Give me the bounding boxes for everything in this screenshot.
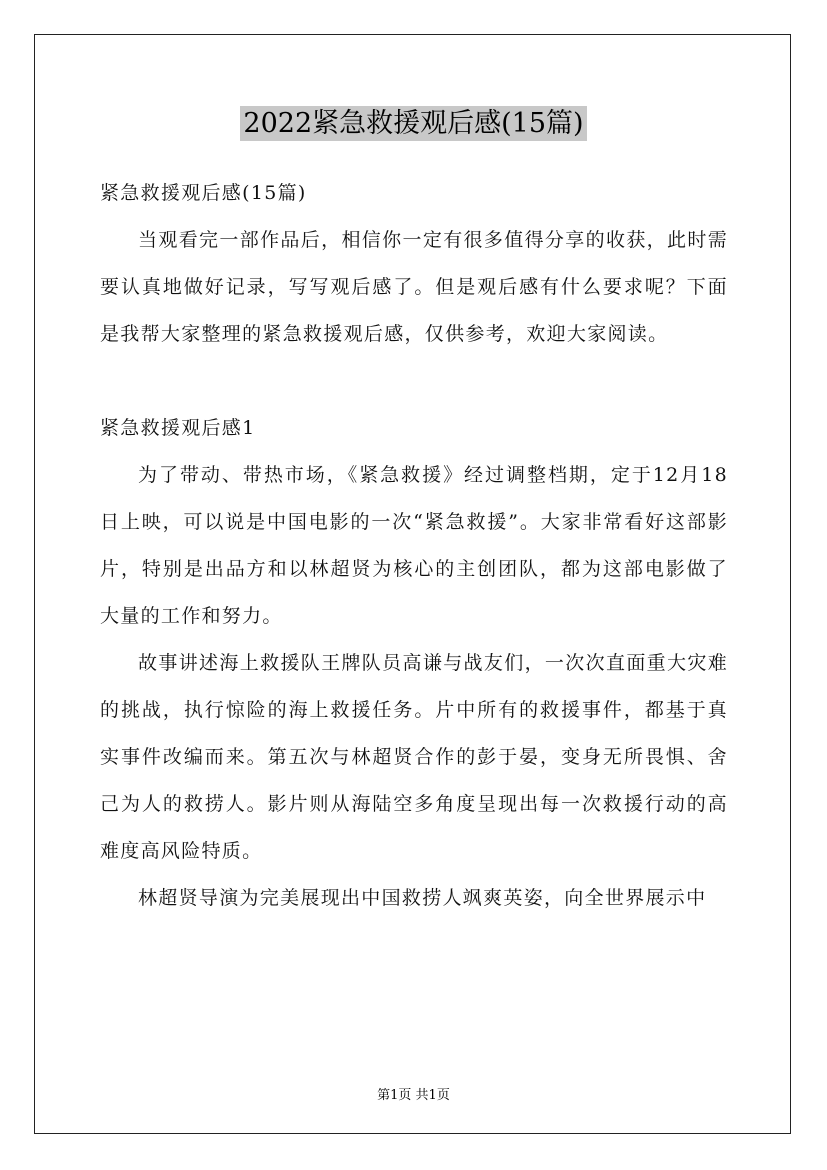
paragraph-gap <box>100 358 728 405</box>
document-subtitle: 紧急救援观后感(15篇) <box>100 182 307 204</box>
page-footer: 第1页 共1页 <box>377 1088 450 1103</box>
document-title <box>0 101 827 140</box>
section-heading: 紧急救援观后感1 <box>100 417 256 439</box>
document-body <box>100 170 728 922</box>
body-paragraph: 林超贤导演为完美展现出中国救捞人飒爽英姿，向全世界展示中 <box>138 887 707 909</box>
body-paragraph: 故事讲述海上救援队王牌队员高谦与战友们，一次次直面重大灾难的挑战，执行惊险的海上救援任务。片中所有的救援事件，都基于真实事件改编而来。第五次与林超贤合作的彭于晏，变身无所畏惧、舍己为人的救捞人。影片则从海陆空多角度呈现出每一次救援行动的高难度高风险特质。 <box>100 652 728 862</box>
document-title-text: 2022紧急救援观后感(15篇) <box>240 106 586 141</box>
intro-paragraph: 当观看完一部作品后，相信你一定有很多值得分享的收获，此时需要认真地做好记录，写写观后感了。但是观后感有什么要求呢？下面是我帮大家整理的紧急救援观后感，仅供参考，欢迎大家阅读。 <box>100 229 728 345</box>
body-paragraph: 为了带动、带热市场，《紧急救援》经过调整档期，定于12月18日上映，可以说是中国电影的一次“紧急救援”。大家非常看好这部影片，特别是出品方和以林超贤为核心的主创团队，都为这部电影做了大量的工作和努力。 <box>100 464 728 627</box>
